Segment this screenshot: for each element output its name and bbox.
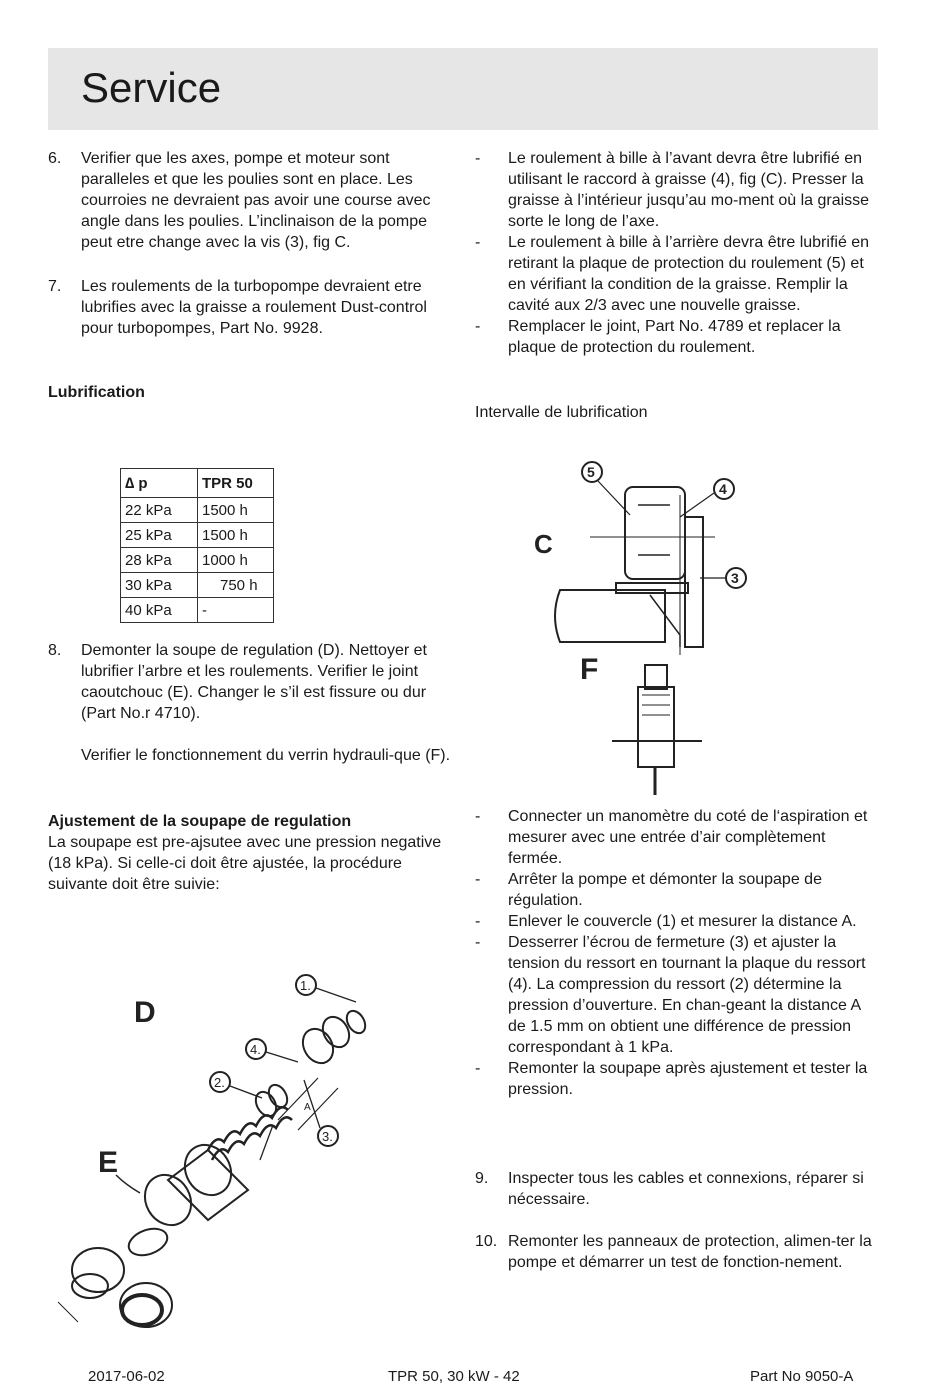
list-item: - Connecter un manomètre du coté de l‘aspiration et mesurer avec une entrée d’air complètement fermée. xyxy=(475,808,868,867)
callout-1: 1. xyxy=(300,978,311,993)
list-item: - Remonter la soupape après ajustement et tester la pression. xyxy=(475,1060,868,1098)
table-cell: 40 kPa xyxy=(121,598,198,623)
table-cell: 1500 h xyxy=(198,523,274,548)
figure-label-c: C xyxy=(534,529,553,559)
ajustement-text: La soupape est pre-ajsutee avec une pression negative (18 kPa). Si celle-ci doit être ajustée, la procédure suivante doit être suivie: xyxy=(48,834,442,893)
footer-part-number: Part No 9050-A xyxy=(750,1368,854,1385)
item-text: Verifier que les axes, pompe et moteur sont paralleles et que les poulies sont en place. Les courroies ne devraient pas avoir une course avec angle dans les poulies. L’inclinaison de la pompe peut etre change avec la vis (3), fig C. xyxy=(81,150,431,251)
interval-label: Intervalle de lubrification xyxy=(475,404,648,421)
item-number: 8. xyxy=(48,642,62,659)
callout-3: 3 xyxy=(731,570,739,586)
item-number: 9. xyxy=(475,1170,489,1187)
table-cell: 22 kPa xyxy=(121,498,198,523)
callout-5: 5 xyxy=(587,464,595,480)
table-cell: 1500 h xyxy=(198,498,274,523)
item-number: 7. xyxy=(48,278,62,295)
list-item: - Desserrer l’écrou de fermeture (3) et ajuster la tension du ressort en tournant la plaque du ressort (4). La compression du ressort (2) détermine la pression d’ouverture. En chan-geant la distance A de 1.5 mm on obtient une différence de pression correspondant à 1 kPa. xyxy=(475,934,866,1056)
list-item: - Remplacer le joint, Part No. 4789 et replacer la plaque de protection du roulement. xyxy=(475,318,841,356)
page-title: Service xyxy=(81,64,222,111)
list-item: - Arrêter la pompe et démonter la soupape de régulation. xyxy=(475,871,822,909)
page-header xyxy=(48,48,878,130)
item-text: Inspecter tous les cables et connexions, réparer si nécessaire. xyxy=(508,1170,864,1208)
item-text: Demonter la soupe de regulation (D). Nettoyer et lubrifier l’arbre et les roulements. Verifier le joint caoutchouc (E). Changer le s’il est fissure ou dur (Part No.r 4710). xyxy=(81,642,427,722)
item-9 xyxy=(475,1168,879,1210)
figure-label-f: F xyxy=(580,653,599,686)
item-7 xyxy=(48,276,453,339)
item-8 xyxy=(48,640,453,766)
item-text: Les roulements de la turbopompe devraient etre lubrifies avec la graisse a roulement Dust-control pour turbopompes, Part No. 9928. xyxy=(81,278,427,337)
motor-pump-figure xyxy=(530,455,760,800)
table-row xyxy=(121,498,274,523)
callout-4: 4 xyxy=(719,481,727,497)
item-10 xyxy=(475,1231,879,1273)
callout-2: 2. xyxy=(214,1075,225,1090)
table-cell: 1000 h xyxy=(198,548,274,573)
bullets-ajustement xyxy=(475,806,879,1100)
bullets-lubrification xyxy=(475,148,879,358)
table-header-cell: TPR 50 xyxy=(198,469,274,498)
table-row xyxy=(121,523,274,548)
table-row xyxy=(121,548,274,573)
list-item: - Enlever le couvercle (1) et mesurer la distance A. xyxy=(475,913,857,930)
table-header-cell: ∆ p xyxy=(121,469,198,498)
figure-label-d: D xyxy=(134,996,156,1029)
lubrication-table xyxy=(120,468,274,623)
callout-3: 3. xyxy=(322,1129,333,1144)
item-8-extra-text: Verifier le fonctionnement du verrin hydrauli-que (F). xyxy=(81,747,451,764)
item-6 xyxy=(48,148,453,253)
item-number: 10. xyxy=(475,1233,498,1250)
table-cell: 25 kPa xyxy=(121,523,198,548)
footer-date: 2017-06-02 xyxy=(88,1368,165,1385)
list-item: - Le roulement à bille à l’avant devra être lubrifié en utilisant le raccord à graisse (4), fig (C). Presser la graisse à l’intérieur jusqu’au mo-ment où la graisse sorte le long de l’axe. xyxy=(475,150,870,230)
callout-4: 4. xyxy=(250,1042,261,1057)
table-cell: 30 kPa xyxy=(121,573,198,598)
table-header-row xyxy=(121,469,274,498)
table-cell: 28 kPa xyxy=(121,548,198,573)
list-item: - Le roulement à bille à l’arrière devra être lubrifié en retirant la plaque de protection du roulement (5) et en vérifiant la condition de la graisse. Remplir la cavité aux 2/3 avec une nouvelle graisse. xyxy=(475,234,870,314)
table-row xyxy=(121,573,274,598)
table-row xyxy=(121,598,274,623)
ajustement-heading: Ajustement de la soupape de regulation xyxy=(48,813,352,830)
lubrification-heading: Lubrification xyxy=(48,384,145,401)
table-cell: - xyxy=(198,598,274,623)
table-cell: 750 h xyxy=(198,573,274,598)
figure-label-e: E xyxy=(98,1146,119,1179)
ajustement-section xyxy=(48,811,453,895)
distance-a-label: A xyxy=(304,1102,311,1113)
item-number: 6. xyxy=(48,150,62,167)
item-text: Remonter les panneaux de protection, alimen-ter la pompe et démarrer un test de fonction-nement. xyxy=(508,1233,872,1271)
valve-exploded-figure xyxy=(48,960,448,1340)
footer-page: TPR 50, 30 kW - 42 xyxy=(388,1368,520,1385)
